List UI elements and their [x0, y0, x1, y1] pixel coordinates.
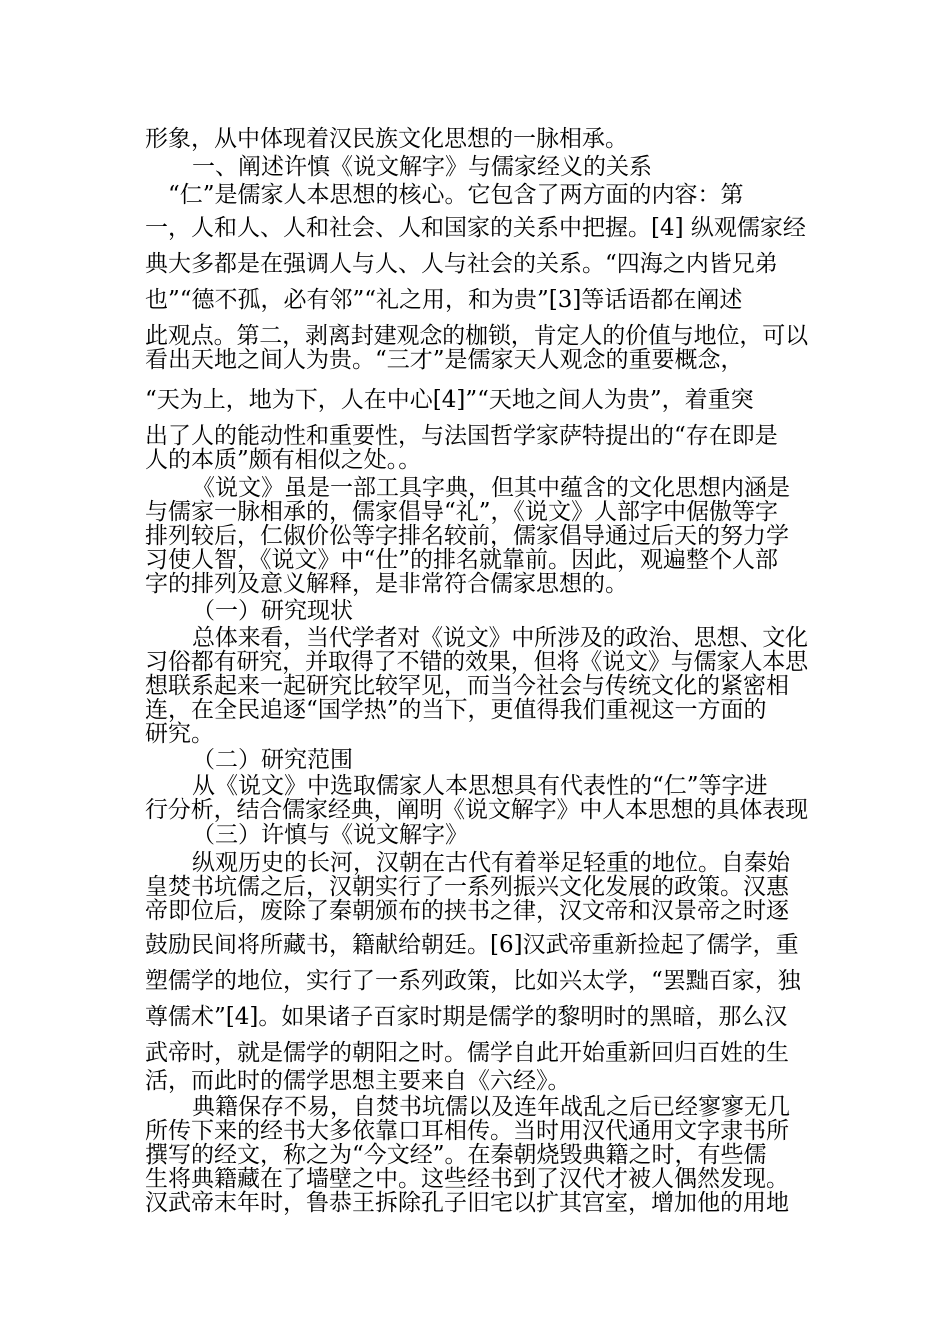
paragraph-line: 字的排列及意义解释，是非常符合儒家思想的。 [145, 571, 628, 597]
paragraph-line: “天为上，地为下，人在中心[4]”“天地之间人为贵”，着重突 [145, 387, 754, 413]
paragraph-line: 行分析，结合儒家经典，阐明《说文解字》中人本思想的具体表现 [145, 797, 808, 823]
section-heading: 一、阐述许慎《说文解字》与儒家经义的关系 [192, 154, 652, 180]
paragraph-line: 《说文》虽是一部工具字典，但其中蕴含的文化思想内涵是 [192, 475, 790, 501]
paragraph-line: 与儒家一脉相承的，儒家倡导“礼”，《说文》人部字中倨傲等字 [145, 499, 779, 525]
paragraph-line: 想联系起来一起研究比较罕见，而当今社会与传统文化的紧密相 [145, 673, 789, 699]
paragraph-line: 也”“德不孤，必有邻”“礼之用，和为贵”[3]等话语都在阐述 [145, 287, 743, 313]
paragraph-line: 排列较后，仁俶价伀等字排名较前，儒家倡导通过后天的努力学 [145, 523, 789, 549]
subsection-heading: （三）许慎与《说文解字》 [192, 822, 468, 848]
paragraph-line: 出了人的能动性和重要性，与法国哲学家萨特提出的“存在即是 [145, 423, 778, 449]
paragraph-line: “仁”是儒家人本思想的核心。它包含了两方面的内容：第 [168, 182, 744, 208]
paragraph-line: 习俗都有研究，并取得了不错的效果，但将《说文》与儒家人本思 [145, 649, 808, 675]
paragraph-line: 典大多都是在强调人与人、人与社会的关系。“四海之内皆兄弟 [145, 251, 778, 277]
paragraph-line: 人的本质”颇有相似之处。。 [145, 447, 422, 473]
paragraph-line: 撰写的经文，称之为“今文经”。在秦朝烧毁典籍之时，有些儒 [145, 1142, 767, 1168]
subsection-heading: （二）研究范围 [192, 747, 353, 773]
paragraph-line: 塑儒学的地位，实行了一系列政策，比如兴太学，“罢黜百家，独 [145, 968, 801, 994]
paragraph-line: 总体来看，当代学者对《说文》中所涉及的政治、思想、文化 [192, 625, 808, 651]
paragraph-line: 此观点。第二，剥离封建观念的枷锁，肯定人的价值与地位，可以 [145, 323, 808, 349]
paragraph-line: 纵观历史的长河，汉朝在古代有着举足轻重的地位。自秦始 [192, 850, 790, 876]
paragraph-line: 连，在全民追逐“国学热”的当下，更值得我们重视这一方面的 [145, 697, 767, 723]
paragraph-line: 形象，从中体现着汉民族文化思想的一脉相承。 [145, 126, 628, 152]
paragraph-line: 看出天地之间人为贵。“三才”是儒家天人观念的重要概念， [145, 347, 744, 373]
paragraph-line: 鼓励民间将所藏书，籍献给朝廷。[6]汉武帝重新捡起了儒学，重 [145, 932, 799, 958]
paragraph-line: 活，而此时的儒学思想主要来自《六经》。 [145, 1068, 571, 1094]
paragraph-line: 习使人智，《说文》中“仕”的排名就靠前。因此，观遍整个人部 [145, 547, 779, 573]
paragraph-line: 所传下来的经书大多依靠口耳相传。当时用汉代通用文字隶书所 [145, 1118, 789, 1144]
paragraph-line: 尊儒术”[4]。如果诸子百家时期是儒学的黎明时的黑暗，那么汉 [145, 1004, 788, 1030]
paragraph-line: 一，人和人、人和社会、人和国家的关系中把握。[4] 纵观儒家经 [145, 215, 806, 241]
paragraph-line: 武帝时，就是儒学的朝阳之时。儒学自此开始重新回归百姓的生 [145, 1040, 789, 1066]
subsection-heading: （一）研究现状 [192, 598, 353, 624]
paragraph-line: 皇焚书坑儒之后，汉朝实行了一系列振兴文化发展的政策。汉惠 [145, 874, 789, 900]
paragraph-line: 帝即位后，废除了秦朝颁布的挟书之律，汉文帝和汉景帝之时逐 [145, 898, 789, 924]
paragraph-line: 汉武帝末年时，鲁恭王拆除孔子旧宅以扩其宫室，增加他的用地 [145, 1190, 789, 1216]
paragraph-line: 生将典籍藏在了墙壁之中。这些经书到了汉代才被人偶然发现。 [145, 1166, 789, 1192]
paragraph-line: 典籍保存不易，自焚书坑儒以及连年战乱之后已经寥寥无几 [192, 1094, 790, 1120]
paragraph-line: 研究。 [145, 721, 214, 747]
paragraph-line: 从《说文》中选取儒家人本思想具有代表性的“仁”等字进 [192, 773, 768, 799]
